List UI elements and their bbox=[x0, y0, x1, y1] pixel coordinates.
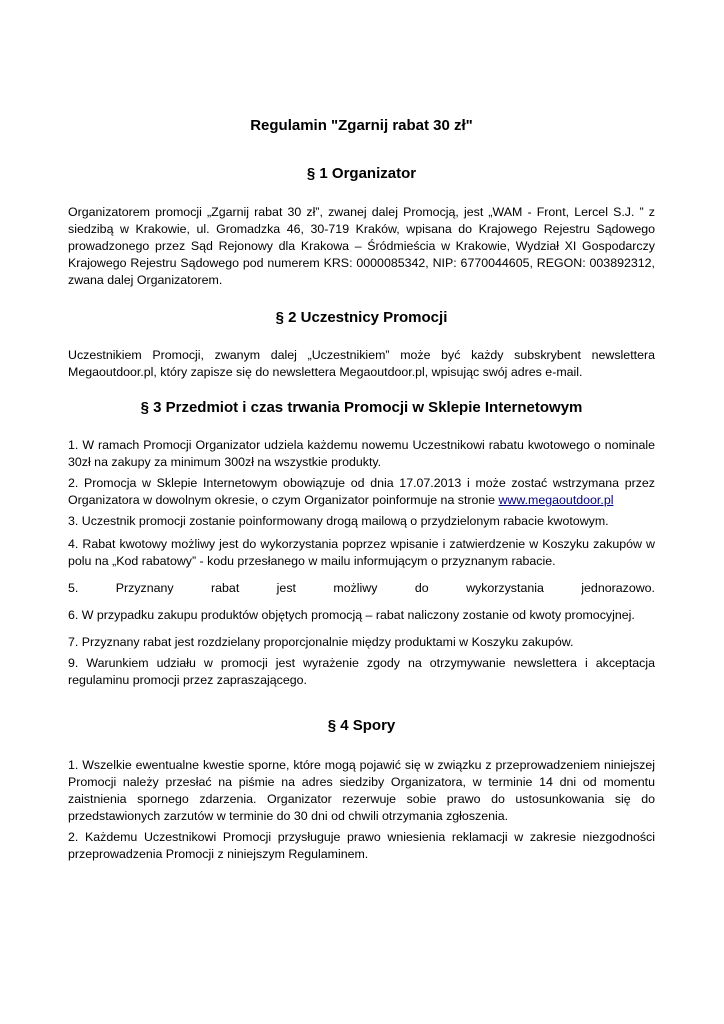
document-title: Regulamin "Zgarnij rabat 30 zł" bbox=[250, 117, 473, 134]
section-3-paragraph-2 bbox=[68, 475, 655, 509]
section-2-heading: § 2 Uczestnicy Promocji bbox=[275, 309, 448, 326]
section-3-paragraph-1: 1. W ramach Promocji Organizator udziela każdemu nowemu Uczestnikowi rabatu kwotowego o nominale 30zł na zakupy za minimum 300zł na wszystkie produkty. bbox=[68, 438, 655, 469]
section-3-paragraph-2-text: 2. Promocja w Sklepie Internetowym obowiązuje od dnia 17.07.2013 i może zostać wstrzymana przez Organizatora w dowolnym okresie, o czym Organizator poinformuje na stronie bbox=[68, 476, 655, 507]
section-1-heading: § 1 Organizator bbox=[306, 165, 417, 182]
section-2-text: Uczestnikiem Promocji, zwanym dalej „Uczestnikiem” może być każdy subskrybent newslettera Megaoutdoor.pl, który zapisze się do newslettera Megaoutdoor.pl, wpisując swój adres e-mail. bbox=[68, 348, 655, 379]
section-4-paragraph-2: 2. Każdemu Uczestnikowi Promocji przysługuje prawo wniesienia reklamacji w zakresie niezgodności przeprowadzenia Promocji z niniejszym Regulaminem. bbox=[68, 830, 655, 861]
section-3-paragraph-6: 6. W przypadku zakupu produktów objętych promocją – rabat naliczony zostanie od kwoty promocyjnej. bbox=[68, 608, 635, 622]
section-4-paragraph-1: 1. Wszelkie ewentualne kwestie sporne, które mogą pojawić się w związku z przeprowadzeniem niniejszej Promocji należy przesłać na piśmie na adres siedziby Organizatora, w terminie 14 dni od momentu zaistnienia spornego zdarzenia. Organizator rezerwuje sobie prawo do ustosunkowania się do przedstawionych zarzutów w terminie do 30 dni od chwili otrzymania zgłoszenia. bbox=[68, 758, 655, 823]
section-3-paragraph-3: 3. Uczestnik promocji zostanie poinformowany drogą mailową o przydzielonym rabacie kwotowym. bbox=[68, 514, 609, 528]
section-3-paragraph-4: 4. Rabat kwotowy możliwy jest do wykorzystania poprzez wpisanie i zatwierdzenie w Koszyku zakupów w polu na „Kod rabatowy” - kodu przesłanego w mailu informującym o przyznanym rabacie. bbox=[68, 537, 655, 568]
section-3-heading: § 3 Przedmiot i czas trwania Promocji w Sklepie Internetowym bbox=[140, 399, 583, 416]
section-3-paragraph-9: 9. Warunkiem udziału w promocji jest wyrażenie zgody na otrzymywanie newslettera i akceptacja regulaminu promocji przez zapraszającego. bbox=[68, 656, 655, 687]
section-3-paragraph-7: 7. Przyznany rabat jest rozdzielany proporcjonalnie między produktami w Koszyku zakupów. bbox=[68, 635, 574, 649]
section-3-paragraph-5: 5. Przyznany rabat jest możliwy do wykorzystania jednorazowo. bbox=[68, 581, 655, 595]
section-4-heading: § 4 Spory bbox=[327, 717, 396, 734]
section-1-text: Organizatorem promocji „Zgarnij rabat 30 zł”, zwanej dalej Promocją, jest „WAM - Front, Lercel S.J. ” z siedzibą w Krakowie, ul. Gromadzka 46, 30-719 Kraków, wpisana do Krajowego Rejestru Sądowego prowadzonego przez Sąd Rejonowy dla Krakowa – Śródmieścia w Krakowie, Wydział XI Gospodarczy Krajowego Rejestru Sądowego pod numerem KRS: 0000085342, NIP: 6770044605, REGON: 003892312, zwana dalej Organizatorem. bbox=[68, 205, 655, 287]
document-page bbox=[68, 117, 655, 863]
megaoutdoor-link[interactable]: www.megaoutdoor.pl bbox=[498, 493, 614, 507]
